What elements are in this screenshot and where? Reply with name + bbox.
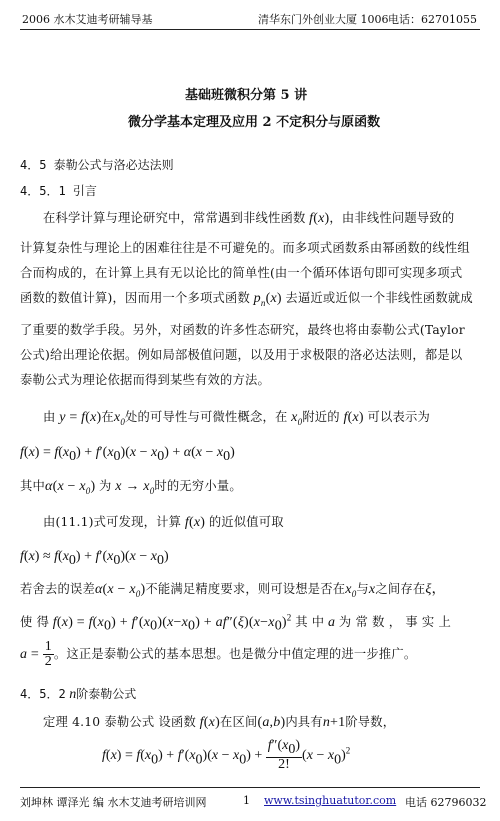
- math-x0: $x_0$: [79, 479, 91, 496]
- para4: [43, 512, 284, 531]
- math-fx-args: (: [313, 211, 319, 226]
- math-x: x: [57, 479, 64, 494]
- para1-text: 函数的数值计算)，因而用一个多项式函数: [20, 291, 250, 305]
- math-paren: ): [276, 291, 286, 306]
- para1-text: 去逼近或近似一个非线性函数就成: [285, 291, 473, 305]
- math-a: a: [20, 647, 28, 662]
- math-op: −: [113, 582, 130, 597]
- math-x: x: [270, 291, 277, 306]
- para3-text: 其中: [20, 479, 45, 493]
- para3-text: 为: [99, 479, 112, 493]
- math-x: x: [193, 515, 201, 530]
- math-op: =: [27, 647, 43, 662]
- math-paren: ): [358, 410, 368, 425]
- math-x: x: [90, 410, 97, 425]
- lecture-title: 基础班微积分第 5 讲: [185, 88, 308, 103]
- math-op: =: [65, 410, 82, 425]
- para1-line2: 计算复杂性与理论上的困难往往是不可避免的。而多项式函数系由幂函数的线性组: [20, 241, 470, 255]
- equation-first-order: $f(x) = f(x_0) + f'(x_0)(x - x_0) + \alpha(x - x_0)$: [20, 445, 235, 465]
- lecture-subtitle: 微分学基本定理及应用 2 不定积分与原函数: [128, 115, 381, 130]
- para5-text: 若舍去的误差: [20, 582, 95, 596]
- para5-text: 之间存在: [375, 582, 426, 596]
- math-x0: $x_0$: [129, 582, 141, 599]
- math-x: x: [368, 582, 376, 597]
- math-a: a: [324, 615, 339, 630]
- para3-text: 时的无穷小量。: [154, 479, 242, 493]
- math-f: f: [81, 410, 86, 425]
- page-number: 1: [243, 794, 250, 807]
- para1-text: ，由非线性问题导致的: [329, 211, 455, 225]
- para2-text: 处的可导性与可微性概念，在: [125, 410, 288, 424]
- math-x0: $x_0$: [113, 410, 126, 427]
- para5: [20, 578, 446, 599]
- math-x0: $x_0$: [287, 410, 303, 427]
- para3: [20, 476, 242, 496]
- para2-text: 由: [43, 410, 56, 424]
- math-paren: (: [347, 410, 353, 425]
- math-fraction-half: $\frac{1}{2}$: [44, 639, 52, 669]
- math-x: x: [352, 410, 359, 425]
- para5-text: 不能满足精度要求，则可设想是否在: [145, 582, 346, 596]
- math-punct: ，: [431, 582, 446, 597]
- para1-line6: 公式)给出理论依据。例如局部极值问题，以及用于求极限的洛必达法则，都是以: [20, 348, 463, 362]
- para7-text: 。这正是泰勒公式的基本思想。也是微分中值定理的进一步推广。: [53, 647, 417, 661]
- math-paren: ): [96, 410, 102, 425]
- theorem-text: 内具有: [285, 715, 323, 729]
- para4-text: 的近似值可取: [208, 515, 284, 529]
- math-paren: ): [90, 479, 100, 494]
- footer-rule: [20, 787, 480, 788]
- math-x: x: [107, 582, 114, 597]
- para7: [20, 640, 416, 669]
- para4-text: 由(11.1)式可发现，计算: [43, 515, 182, 529]
- website-link[interactable]: www.tsinghuatutor.com: [264, 794, 397, 807]
- math-paren: ): [324, 211, 330, 226]
- header-center: 清华东门外创业大厦 1006: [258, 13, 389, 26]
- para1-line1: [43, 208, 454, 227]
- para1-line7: 泰勒公式为理论依据而得到某些有效的方法。: [20, 373, 270, 387]
- math-alpha: α: [45, 479, 53, 494]
- para1-line5: 了重要的数学手段。另外，对函数的许多性态研究，最终也将由泰勒公式(Taylor: [20, 323, 465, 337]
- math-fx: f: [181, 515, 189, 530]
- section-4-5-2: [20, 685, 136, 703]
- header-right: 电话：62701055: [388, 13, 477, 26]
- math-paren: (: [85, 410, 91, 425]
- math-limit: x: [111, 479, 122, 494]
- section-4-5-1: 4．5．1 引言: [20, 184, 97, 198]
- para6-text: 为 常 数 ， 事 实 上: [338, 615, 452, 629]
- math-alpha: α: [94, 582, 103, 597]
- equation-taylor: $f(x) = f(x_0) + f'(x_0)(x - x_0)$ + $\frac{f''(x_0)}{2!}$ $(x - x_0)^2$: [102, 738, 351, 773]
- math-fx: f: [339, 410, 348, 425]
- footer-left: 刘坤林 谭泽光 编 水木艾迪考研培训网: [20, 796, 207, 809]
- footer-right: 电话 62796032: [405, 796, 487, 809]
- theorem-text: 定理 4.10 泰勒公式 设函数: [43, 715, 196, 729]
- para1-line4: [20, 288, 473, 308]
- math-x0: $x_0$: [345, 582, 357, 599]
- para1-line3: 合而构成的，在计算上具有无以论比的简单性(由一个循环体语句即可实现多项式: [20, 266, 463, 280]
- para2-text: 在: [101, 410, 114, 424]
- para6-text: 其 中: [295, 615, 325, 629]
- header-left: 2006 水木艾迪考研辅导基: [22, 13, 153, 26]
- math-paren: (: [102, 582, 108, 597]
- math-y-eq-fx: y: [55, 410, 66, 425]
- math-x0: $x_0$: [143, 479, 155, 496]
- header-rule: [20, 29, 480, 30]
- math-fx: f: [195, 715, 204, 730]
- section-title: 阶泰勒公式: [76, 687, 137, 701]
- math-op: −: [63, 479, 80, 494]
- math-paren: ): [200, 515, 209, 530]
- math-paren: (: [188, 515, 194, 530]
- para2-text: 附近的: [302, 410, 340, 424]
- math-second-order: f: [49, 615, 57, 630]
- math-n-plus-1: n: [322, 715, 331, 730]
- para2: [43, 407, 430, 427]
- math-paren: (: [52, 479, 58, 494]
- para6: 使 得 $f(x) = f(x_0) + f'(x_0)(x-x_0) + af''(\xi)(x-x_0)^2$ 其 中 a 为 常 数 ， 事 实 上: [20, 612, 452, 634]
- math-n: n: [65, 687, 77, 702]
- theorem-text: 在区间: [219, 715, 258, 729]
- para1-text: 在科学计算与理论研究中，常常遇到非线性函数: [43, 211, 306, 225]
- para5-text: 与: [356, 582, 369, 596]
- section-number: 4．5．2: [20, 687, 66, 701]
- math-interval: (: [257, 715, 263, 730]
- para6-text: 使 得: [20, 615, 50, 629]
- theorem-4-10: 定理 4.10 泰勒公式 设函数 f(x)在区间(a,b)内具有n+1阶导数，: [43, 715, 396, 730]
- math-x: x: [318, 211, 325, 226]
- equation-approx: $f(x) \approx f(x_0) + f'(x_0)(x - x_0)$: [20, 549, 169, 569]
- section-4-5: 4．5 泰勒公式与洛必达法则: [20, 158, 174, 172]
- math-xi: ξ: [425, 582, 432, 597]
- theorem-text: 阶导数，: [345, 715, 396, 729]
- math-paren: (: [265, 291, 271, 306]
- math-op: →: [121, 479, 144, 494]
- math-pn: $p_n$: [249, 291, 266, 308]
- math-fx: f: [305, 211, 314, 226]
- math-paren: ): [140, 582, 146, 597]
- para2-text: 可以表示为: [367, 410, 430, 424]
